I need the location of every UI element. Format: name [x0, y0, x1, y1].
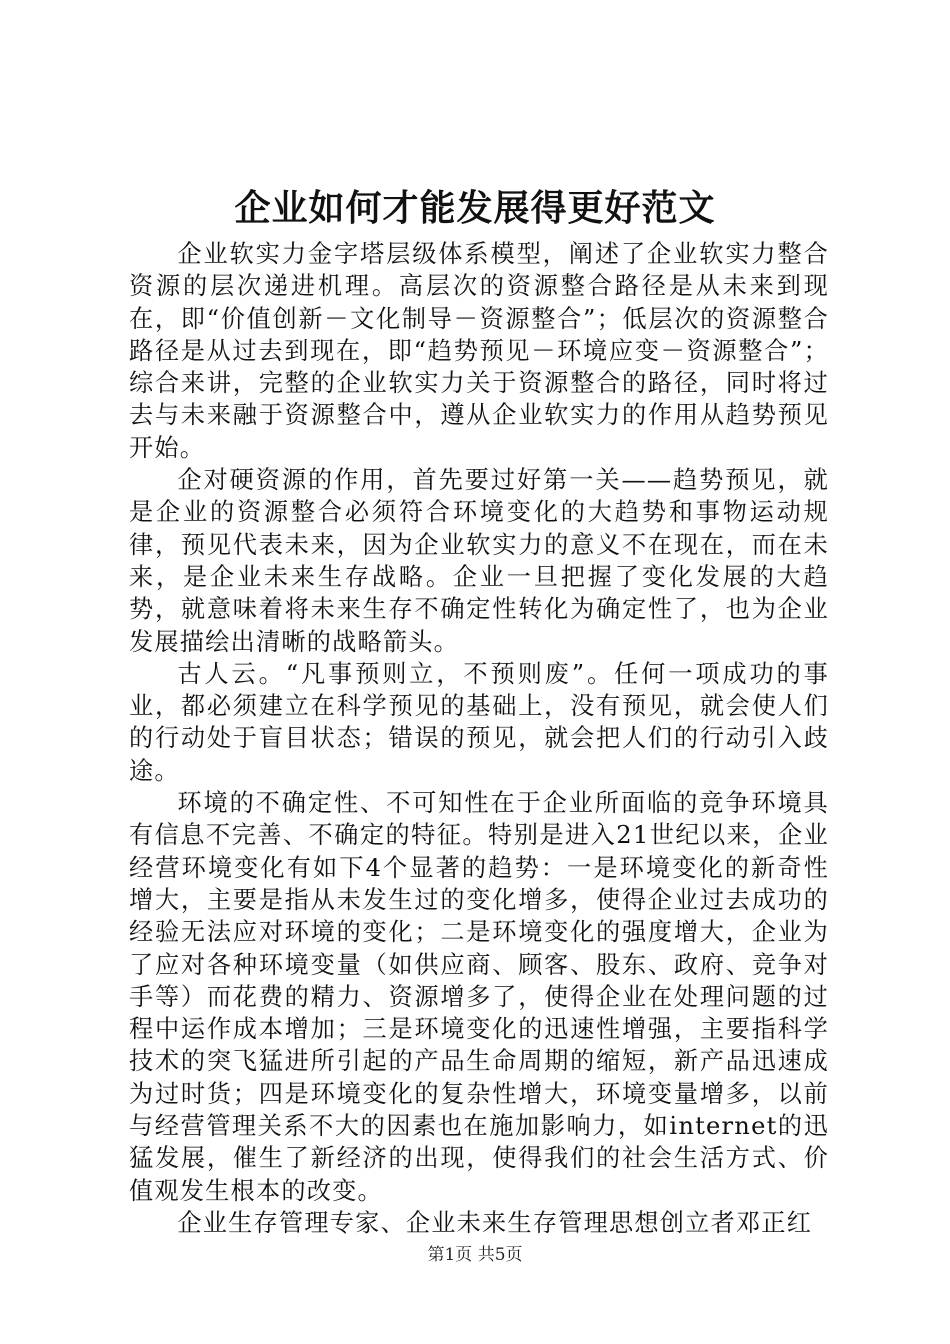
paragraph-4: 环境的不确定性、不可知性在于企业所面临的竞争环境具有信息不完善、不确定的特征。特别是进入21世纪以来，企业经营环境变化有如下4个显著的趋势：一是环境变化的新奇性增大，主要是指从未发生过的变化增多，使得企业过去成功的经验无法应对环境的变化；二是环境变化的强度增大，企业为了应对各种环境变量（如供应商、顾客、股东、政府、竞争对手等）而花费的精力、资源增多了，使得企业在处理问题的过程中运作成本增加；三是环境变化的迅速性增强，主要指科学技术的突飞猛进所引起的产品生命周期的缩短，新产品迅速成为过时货；四是环境变化的复杂性增大，环境变量增多，以前与经营管理关系不大的因素也在施加影响力，如internet的迅猛发展，催生了新经济的出现，使得我们的社会生活方式、价值观发生根本的改变。 — [129, 789, 829, 1205]
paragraph-5: 企业生存管理专家、企业未来生存管理思想创立者邓正红 — [177, 1208, 813, 1237]
document-title: 企业如何才能发展得更好范文 — [234, 187, 716, 229]
document-body — [129, 238, 829, 1239]
page-indicator: 第1页 共5页 — [427, 1245, 523, 1265]
paragraph-2: 企对硬资源的作用，首先要过好第一关——趋势预见，就是企业的资源整合必须符合环境变化的大趋势和事物运动规律，预见代表未来，因为企业软实力的意义不在现在，而在未来，是企业未来生存战略。企业一旦把握了变化发展的大趋势，就意味着将未来生存不确定性转化为确定性了，也为企业发展描绘出清晰的战略箭头。 — [129, 466, 829, 656]
paragraph-1: 企业软实力金字塔层级体系模型，阐述了企业软实力整合资源的层次递进机理。高层次的资源整合路径是从未来到现在，即“价值创新－文化制导－资源整合”；低层次的资源整合路径是从过去到现在，即“趋势预见－环境应变－资源整合”；综合来讲，完整的企业软实力关于资源整合的路径，同时将过去与未来融于资源整合中，遵从企业软实力的作用从趋势预见开始。 — [129, 240, 829, 462]
paragraph-3: 古人云。“凡事预则立，不预则废”。任何一项成功的事业，都必须建立在科学预见的基础上，没有预见，就会使人们的行动处于盲目状态；错误的预见，就会把人们的行动引入歧途。 — [129, 659, 829, 785]
